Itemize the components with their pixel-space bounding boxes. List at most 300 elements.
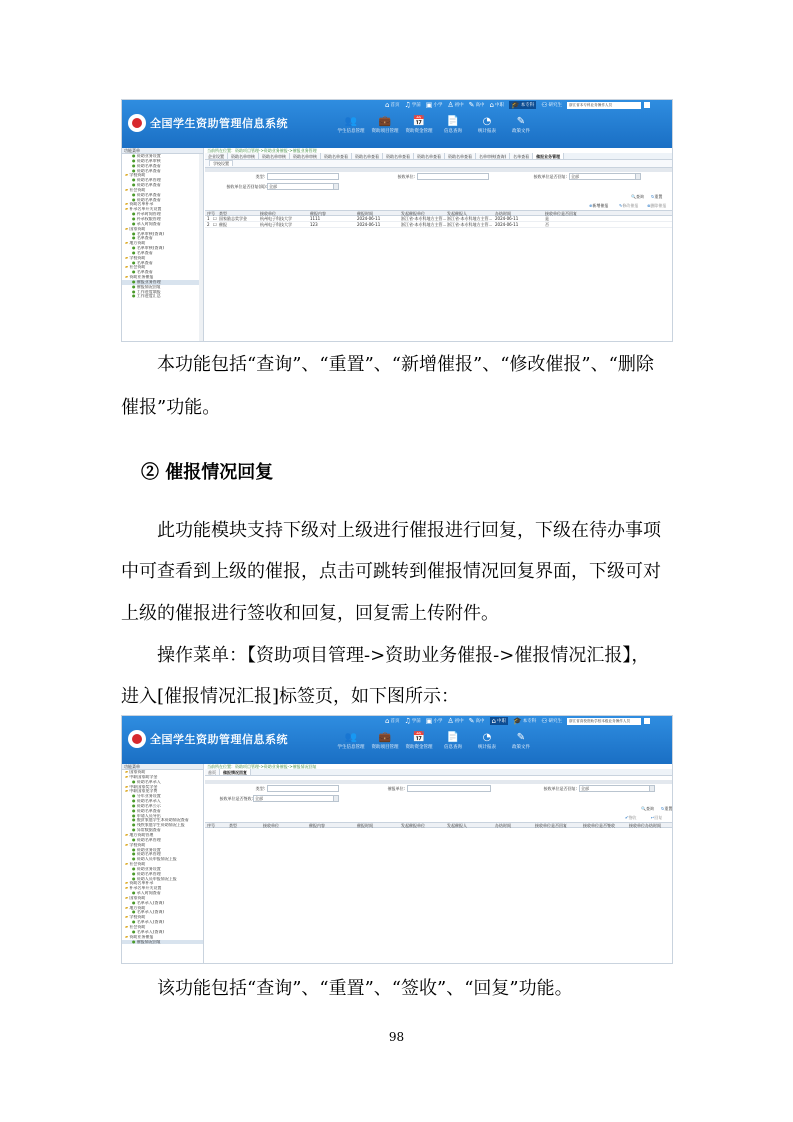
leaf-icon: ● — [132, 891, 137, 896]
leaf-icon: ● — [132, 178, 137, 183]
paragraph-3-line-2: 进入[催报情况汇报]标签页，如下图所示： — [121, 686, 460, 707]
type-label: 类型: — [255, 174, 265, 179]
module-query[interactable]: 📄 信息查询 — [436, 116, 470, 134]
breadcrumb: 当前所在位置：资助项目管理->资助业务催报->催报业务管理 — [207, 148, 317, 153]
function-menu — [122, 764, 204, 963]
search-button[interactable]: 🔍查询 — [641, 806, 654, 811]
sign-select[interactable]: 全部 — [253, 795, 339, 802]
tab-item[interactable]: 资助名单查看 — [352, 153, 383, 159]
folder-icon: ▰ — [125, 265, 130, 270]
level-vocational[interactable]: ⌂ 中职 — [489, 101, 504, 109]
leaf-icon: ● — [132, 818, 137, 823]
reply-select[interactable]: 全部 — [579, 785, 655, 792]
leaf-icon: ● — [132, 823, 137, 828]
menu-item-label: 地方资助 — [129, 905, 146, 910]
leaf-icon: ● — [132, 803, 137, 808]
edit-icon: ✎ — [516, 732, 526, 743]
folder-icon: ▰ — [125, 789, 130, 794]
menu-scrollbar[interactable] — [199, 154, 203, 341]
column-header[interactable]: 接收单位是否签收 — [583, 823, 615, 828]
menu-item-label: 资助名单管理 — [136, 871, 161, 876]
table-cell: 催报 — [219, 222, 227, 227]
calendar-icon: 📅 — [412, 116, 426, 127]
paragraph-2-line-1: 此功能模块支持下级对上级进行催报进行回复，下级在待办事项 — [157, 520, 661, 541]
folder-icon: ▰ — [125, 770, 130, 774]
tab-item[interactable]: 名单审核(查询) — [476, 153, 510, 159]
module-project[interactable]: 💼 资助项目管理 — [368, 116, 402, 134]
table-cell: 国家励志奖学金 — [219, 216, 247, 221]
reset-icon: ↻ — [661, 806, 665, 811]
leaf-icon: ● — [132, 279, 137, 284]
column-header[interactable]: 发起催报单位 — [401, 823, 425, 828]
leaf-icon: ● — [132, 857, 137, 862]
preschool-icon: ♫ — [404, 101, 411, 109]
menu-item-label: 资助名单查看 — [136, 183, 161, 188]
leaf-icon: ● — [132, 183, 137, 188]
menu-item-label: 资助名单管理 — [136, 178, 161, 183]
reply-icon: ↩ — [651, 815, 655, 820]
top-bar — [122, 100, 672, 148]
folder-icon: ▰ — [125, 784, 130, 789]
folder-icon: ▰ — [125, 187, 130, 192]
edit-urge-button[interactable]: ✎修改催报 — [619, 203, 639, 208]
column-header[interactable]: 催报时间 — [357, 211, 373, 216]
reset-icon: ↻ — [651, 194, 655, 199]
column-header[interactable]: 发起催报人 — [447, 211, 467, 216]
leaf-icon: ● — [132, 910, 137, 915]
column-header[interactable]: 催报时间 — [357, 823, 373, 828]
graduation-cap-icon: 🎓 — [513, 717, 522, 725]
chevron-down-icon — [649, 786, 654, 791]
edit-icon: ✎ — [516, 116, 526, 127]
table-cell: 浙江省-本专科地方主管... — [447, 222, 493, 227]
menu-item-label: 脱贫家庭学生本资助情况查看 — [136, 818, 189, 823]
leaf-icon: ● — [132, 847, 137, 852]
folder-icon: ▰ — [125, 832, 130, 837]
column-header[interactable]: 催报内容 — [310, 211, 326, 216]
reply-label: 接收单位是否回复: — [533, 174, 567, 179]
level-undergrad[interactable]: 🎓 本专科 — [513, 717, 537, 725]
module-student-info[interactable]: 👥 学生信息管理 — [334, 116, 368, 134]
level-undergrad[interactable]: 🎓 本专科 — [511, 101, 535, 109]
level-senior[interactable]: ✎ 高中 — [468, 101, 485, 109]
menu-item-label: 资助业务设置 — [136, 154, 161, 158]
menu-item-label: 残疾家庭学生资助情况上报 — [136, 823, 185, 828]
logout-icon[interactable] — [644, 718, 650, 724]
menu-item-label: 资助名单查看 — [136, 192, 161, 197]
search-icon: 🔍 — [631, 194, 636, 199]
column-header[interactable]: 接收单位是否回复 — [535, 823, 567, 828]
menu-item-label: 名单查看 — [136, 236, 153, 241]
menu-item-label: 资助名单查看 — [136, 197, 161, 202]
folder-icon: ▰ — [125, 173, 130, 178]
type-label: 类型: — [255, 786, 265, 791]
table-cell: 2024-06-11 — [495, 222, 519, 227]
leaf-icon: ● — [132, 779, 137, 784]
menu-item-label: 补录权限管理 — [136, 216, 161, 221]
chevron-down-icon — [333, 184, 338, 189]
tab-item[interactable]: 催报业务管理 — [533, 153, 564, 159]
unit-input[interactable] — [417, 173, 489, 180]
reply-button[interactable]: ↩回复 — [651, 815, 663, 820]
level-postgrad[interactable]: ⚇ 研究生 — [541, 717, 562, 725]
menu-item-label: 中职国家奖学金 — [129, 784, 158, 789]
menu-item-label: 工作进度填报 — [136, 289, 161, 294]
level-vocational[interactable]: ⌂ 中职 — [491, 717, 506, 725]
table-row[interactable] — [205, 222, 672, 228]
type-input[interactable] — [267, 173, 339, 180]
level-junior[interactable]: ♙ 初中 — [447, 101, 464, 109]
system-logo — [128, 114, 288, 132]
menu-item-label: 资助名单录入 — [136, 799, 161, 804]
menu-item-label: 资助名单公示 — [136, 803, 161, 808]
leaf-icon: ● — [132, 837, 137, 842]
table-cell: 杭州电子科技大学 — [260, 222, 292, 227]
search-button[interactable]: 🔍查询 — [631, 194, 644, 199]
menu-item-label: 国家资助 — [129, 770, 146, 774]
leaf-icon: ● — [132, 939, 137, 944]
menu-item-label: 催报情况回复 — [136, 284, 161, 289]
main-content — [205, 764, 672, 963]
table-cell: 浙江省-本专科地方主管... — [401, 222, 447, 227]
section-heading: ② 催报情况回复 — [141, 462, 274, 483]
leaf-icon: ● — [132, 236, 137, 241]
column-header[interactable]: 接收单位是否回复 — [545, 211, 577, 216]
menu-item-label: 社会资助 — [129, 925, 146, 929]
table-cell: 2024-06-11 — [357, 222, 381, 227]
page-number: 98 — [388, 1030, 405, 1044]
column-header[interactable]: 序号 — [207, 211, 215, 216]
senior-icon: ✎ — [468, 717, 475, 725]
column-header[interactable]: 接收单位 — [263, 823, 279, 828]
junior-icon: ♙ — [447, 101, 454, 109]
menu-item-label: 学校资助 — [129, 255, 146, 260]
table-cell: 123 — [310, 222, 318, 227]
search-row-2 — [205, 794, 672, 804]
leaf-icon: ● — [132, 828, 137, 833]
leaf-icon: ● — [132, 231, 137, 236]
menu-item-label: 名单审核(查询) — [136, 231, 164, 236]
document-icon: 📄 — [446, 116, 460, 127]
screenshot-urging-management — [121, 99, 673, 342]
sign-icon: ✔ — [625, 815, 629, 820]
tab-strip — [205, 153, 672, 160]
row-checkbox[interactable]: ☐ — [213, 222, 217, 227]
reset-button[interactable]: ↻重置 — [651, 194, 663, 199]
menu-item-label: 中职国家免学费 — [129, 789, 158, 794]
grid-body — [205, 216, 672, 228]
tab-item[interactable]: 资助名单查看 — [414, 153, 445, 159]
chevron-down-icon — [333, 796, 338, 801]
graduation-cap-icon: 🎓 — [511, 101, 520, 109]
home-icon: ⌂ — [385, 101, 390, 109]
table-cell: 2 — [207, 222, 210, 227]
tab-item[interactable]: 资助名单查看 — [383, 153, 414, 159]
level-home[interactable]: ⌂ 首页 — [385, 101, 400, 109]
function-menu — [122, 148, 204, 341]
column-header[interactable]: 接收单位 — [260, 211, 276, 216]
leaf-icon: ● — [132, 163, 137, 168]
folder-icon: ▰ — [125, 881, 130, 886]
module-project[interactable]: 💼 资助项目管理 — [368, 732, 402, 750]
menu-header: 功能菜单 — [122, 764, 203, 770]
table-cell: 2024-06-11 — [357, 216, 381, 221]
column-header[interactable]: 办结时间 — [495, 211, 511, 216]
menu-item-label: 资助名单查看 — [136, 163, 161, 168]
tab-item[interactable]: 资助名单审核 — [228, 153, 259, 159]
module-report[interactable]: ◔ 统计报表 — [470, 116, 504, 134]
reset-button[interactable]: ↻重置 — [661, 806, 673, 811]
row-checkbox[interactable]: ☐ — [213, 216, 217, 221]
vocational-icon: ⌂ — [491, 717, 496, 725]
module-student-info[interactable]: 👥 学生信息管理 — [334, 732, 368, 750]
menu-item-label: 资助名单管理 — [136, 837, 161, 842]
delete-urge-button[interactable]: ⊗删除催报 — [647, 203, 667, 208]
leaf-icon: ● — [132, 920, 137, 925]
top-bar — [122, 716, 672, 764]
home-icon: ⌂ — [385, 717, 390, 725]
table-cell: 杭州电子科技大学 — [260, 216, 292, 221]
leaf-icon: ● — [132, 876, 137, 881]
module-funds[interactable]: 📅 资助资金管理 — [402, 732, 436, 750]
tab-item[interactable]: 首页 — [205, 769, 220, 775]
paragraph-1-line-1: 本功能包括“查询”、“重置”、“新增催报”、“修改催报”、“删除 — [157, 354, 654, 375]
menu-item-label: 申请人员导出 — [136, 813, 161, 818]
leaf-icon: ● — [132, 929, 137, 934]
add-icon: ⊕ — [589, 203, 593, 208]
table-cell: 1 — [207, 216, 210, 221]
menu-item-label: 名单查看 — [136, 260, 153, 265]
postgrad-icon: ⚇ — [541, 101, 548, 109]
sub-tab-bar — [205, 160, 672, 168]
primary-icon: ▣ — [425, 101, 433, 109]
leaf-icon: ● — [132, 212, 137, 217]
menu-item-label: 资助名单补录 — [129, 881, 154, 886]
menu-item-label: 社会资助 — [129, 187, 146, 192]
menu-item-label: 资助名单录入 — [136, 779, 161, 784]
search-row-1 — [205, 784, 672, 794]
menu-item-label: 地方资助管理 — [129, 832, 154, 837]
sign-button[interactable]: ✔签收 — [625, 815, 637, 820]
leaf-icon: ● — [132, 813, 137, 818]
menu-item-label: 学校资助 — [129, 173, 146, 178]
menu-item-label: 工作进度汇总 — [136, 294, 161, 299]
menu-item-label: 名单录入(查询) — [136, 929, 164, 934]
folder-icon: ▰ — [125, 842, 130, 847]
menu-item-label: 资助人员申报情况上报 — [136, 876, 177, 881]
menu-item-label: 中职国家助学金 — [129, 774, 158, 779]
document-icon: 📄 — [446, 732, 460, 743]
leaf-icon: ● — [132, 246, 137, 251]
menu-item-label: 社会资助 — [129, 862, 146, 867]
briefcase-icon: 💼 — [378, 116, 392, 127]
menu-header: 功能菜单 — [122, 148, 203, 154]
tab-item[interactable]: 资助名单查看 — [321, 153, 352, 159]
folder-icon: ▰ — [125, 774, 130, 779]
level-postgrad[interactable]: ⚇ 研究生 — [541, 101, 562, 109]
folder-icon: ▰ — [125, 886, 130, 891]
level-home[interactable]: ⌂ 首页 — [385, 717, 400, 725]
folder-icon: ▰ — [125, 934, 130, 939]
sign-label: 接收单位是否签收: — [219, 796, 253, 801]
junior-icon: ♙ — [447, 717, 454, 725]
pie-chart-icon: ◔ — [482, 116, 492, 127]
tab-school-settings[interactable]: 学校设置 — [209, 160, 233, 166]
module-funds[interactable]: 📅 资助资金管理 — [402, 116, 436, 134]
level-nav — [380, 717, 650, 725]
level-preschool[interactable]: ♫ 学前 — [404, 717, 421, 725]
leaf-icon: ● — [132, 808, 137, 813]
column-header[interactable]: 类型 — [229, 823, 237, 828]
reply-select[interactable]: 全部 — [569, 173, 641, 180]
menu-item-label: 补录名单开关设置 — [129, 886, 162, 891]
level-nav — [380, 101, 650, 109]
unit-label: 催报单位: — [387, 786, 405, 791]
briefcase-icon: 💼 — [378, 732, 392, 743]
leaf-icon: ● — [132, 294, 137, 299]
column-header[interactable]: 发起催报单位 — [401, 211, 425, 216]
menu-item-label: 社会资助 — [129, 265, 146, 270]
menu-item-label: 学校资助 — [129, 915, 146, 920]
module-report[interactable]: ◔ 统计报表 — [470, 732, 504, 750]
menu-item-label: 资助业务催报 — [129, 275, 154, 280]
menu-item-label: 录入时间查看 — [136, 221, 161, 226]
folder-icon: ▰ — [125, 862, 130, 867]
module-nav — [334, 732, 538, 750]
search-buttons — [205, 804, 672, 813]
user-role-select[interactable]: 浙江省本专科业务操作人员 — [567, 102, 641, 109]
breadcrumb: 当前所在位置：资助项目管理->资助业务催报->催报情况回复 — [207, 764, 317, 769]
leaf-icon: ● — [132, 154, 137, 158]
menu-item-label: 资助名单管理 — [136, 852, 161, 857]
emblem-icon — [128, 730, 146, 748]
paragraph-2-line-3: 上级的催报进行签收和回复，回复需上传附件。 — [121, 603, 499, 624]
folder-icon: ▰ — [125, 925, 130, 929]
tab-item[interactable]: 催报情况回复 — [220, 769, 251, 775]
menu-item-label: 催报业务管理 — [136, 279, 161, 284]
folder-icon: ▰ — [125, 915, 130, 920]
tab-item[interactable]: 企业设置 — [205, 153, 228, 159]
emblem-icon — [128, 114, 146, 132]
system-title: 全国学生资助管理信息系统 — [150, 117, 288, 130]
system-logo — [128, 730, 288, 748]
menu-item-label: 国家资助 — [129, 226, 146, 231]
table-cell: 2024-06-11 — [495, 216, 519, 221]
module-query[interactable]: 📄 信息查询 — [436, 732, 470, 750]
pie-chart-icon: ◔ — [482, 732, 492, 743]
logout-icon[interactable] — [644, 102, 650, 108]
vocational-icon: ⌂ — [489, 101, 494, 109]
column-header[interactable]: 催报内容 — [309, 823, 325, 828]
grid-header — [205, 822, 672, 828]
tab-strip — [205, 769, 672, 776]
leaf-icon: ● — [132, 250, 137, 255]
menu-item-label: 资助名单查看 — [136, 168, 161, 173]
user-role-select[interactable]: 浙江省高校资助学校本级业务操作人员 — [567, 718, 641, 725]
menu-item-label: 分年业务设置 — [136, 794, 161, 799]
column-header[interactable]: 发起催报人 — [447, 823, 467, 828]
level-senior[interactable]: ✎ 高中 — [468, 717, 485, 725]
search-row-1 — [205, 172, 672, 182]
table-cell: 1111 — [310, 216, 321, 221]
menu-item[interactable] — [122, 294, 203, 299]
add-urge-button[interactable]: ⊕新增催报 — [589, 203, 609, 208]
leaf-icon: ● — [132, 289, 137, 294]
folder-icon: ▰ — [125, 226, 130, 231]
main-content — [205, 148, 672, 341]
column-header[interactable]: 接收单位办结时间 — [629, 823, 661, 828]
menu-item-label: 录入时间查看 — [136, 891, 161, 896]
menu-item-label: 补录时间管理 — [136, 212, 161, 217]
menu-item-label: 学校资助 — [129, 842, 146, 847]
menu-item-label: 名单查看 — [136, 270, 153, 275]
module-policy[interactable]: ✎ 政策文件 — [504, 732, 538, 750]
type-input[interactable] — [267, 785, 339, 792]
paragraph-4: 该功能包括“查询”、“重置”、“签收”、“回复”功能。 — [157, 978, 573, 999]
folder-icon: ▰ — [125, 895, 130, 900]
primary-icon: ▣ — [425, 717, 433, 725]
level-primary[interactable]: ▣ 小学 — [425, 717, 443, 725]
senior-icon: ✎ — [468, 101, 475, 109]
level-primary[interactable]: ▣ 小学 — [425, 101, 443, 109]
folder-icon: ▰ — [125, 207, 130, 212]
module-policy[interactable]: ✎ 政策文件 — [504, 116, 538, 134]
menu-item[interactable] — [122, 940, 203, 945]
search-buttons — [205, 192, 672, 201]
column-header[interactable]: 类型 — [219, 211, 227, 216]
leaf-icon: ● — [132, 794, 137, 799]
leaf-icon: ● — [132, 900, 137, 905]
tab-item[interactable]: 资助名单审核 — [290, 153, 321, 159]
search-icon: 🔍 — [641, 806, 646, 811]
unit-input[interactable] — [407, 785, 491, 792]
menu-tree — [122, 154, 203, 299]
unit-label: 接收单位: — [397, 174, 415, 179]
system-title: 全国学生资助管理信息系统 — [150, 733, 288, 746]
column-header[interactable]: 序号 — [207, 823, 215, 828]
tab-item[interactable]: 资助名单审核 — [259, 153, 290, 159]
tab-item[interactable]: 名单查看 — [510, 153, 533, 159]
menu-item-label: 名单查看 — [136, 250, 153, 255]
postgrad-icon: ⚇ — [541, 717, 548, 725]
edit-icon: ✎ — [619, 203, 623, 208]
table-cell: 浙江省-本专科地方主管... — [401, 216, 447, 221]
leaf-icon: ● — [132, 158, 137, 163]
read-select[interactable]: 全部 — [267, 183, 339, 190]
leaf-icon: ● — [132, 260, 137, 265]
menu-item-label: 名单录入(查询) — [136, 920, 164, 925]
leaf-icon: ● — [132, 216, 137, 221]
menu-item-label: 资助名单查看 — [136, 808, 161, 813]
users-icon: 👥 — [344, 116, 358, 127]
leaf-icon: ● — [132, 284, 137, 289]
read-label: 接收单位是否回复(阅): — [226, 184, 267, 189]
menu-item-label: 资助名单补录 — [129, 202, 154, 207]
level-preschool[interactable]: ♫ 学前 — [404, 101, 421, 109]
table-cell: 浙江省-本专科地方主管... — [447, 216, 493, 221]
folder-icon: ▰ — [125, 255, 130, 260]
column-header[interactable]: 办结时间 — [495, 823, 511, 828]
menu-item-label: 资助业务设置 — [136, 847, 161, 852]
menu-item-label: 名单审核(查询) — [136, 246, 164, 251]
preschool-icon: ♫ — [404, 717, 411, 725]
menu-item-label: 资助业务设置 — [136, 866, 161, 871]
chevron-down-icon — [635, 174, 640, 179]
paragraph-3-line-1: 操作菜单：【资助项目管理->资助业务催报->催报情况汇报】， — [157, 645, 650, 666]
tab-item[interactable]: 资助名单查看 — [445, 153, 476, 159]
menu-item-label: 地方资助 — [129, 241, 146, 246]
level-junior[interactable]: ♙ 初中 — [447, 717, 464, 725]
